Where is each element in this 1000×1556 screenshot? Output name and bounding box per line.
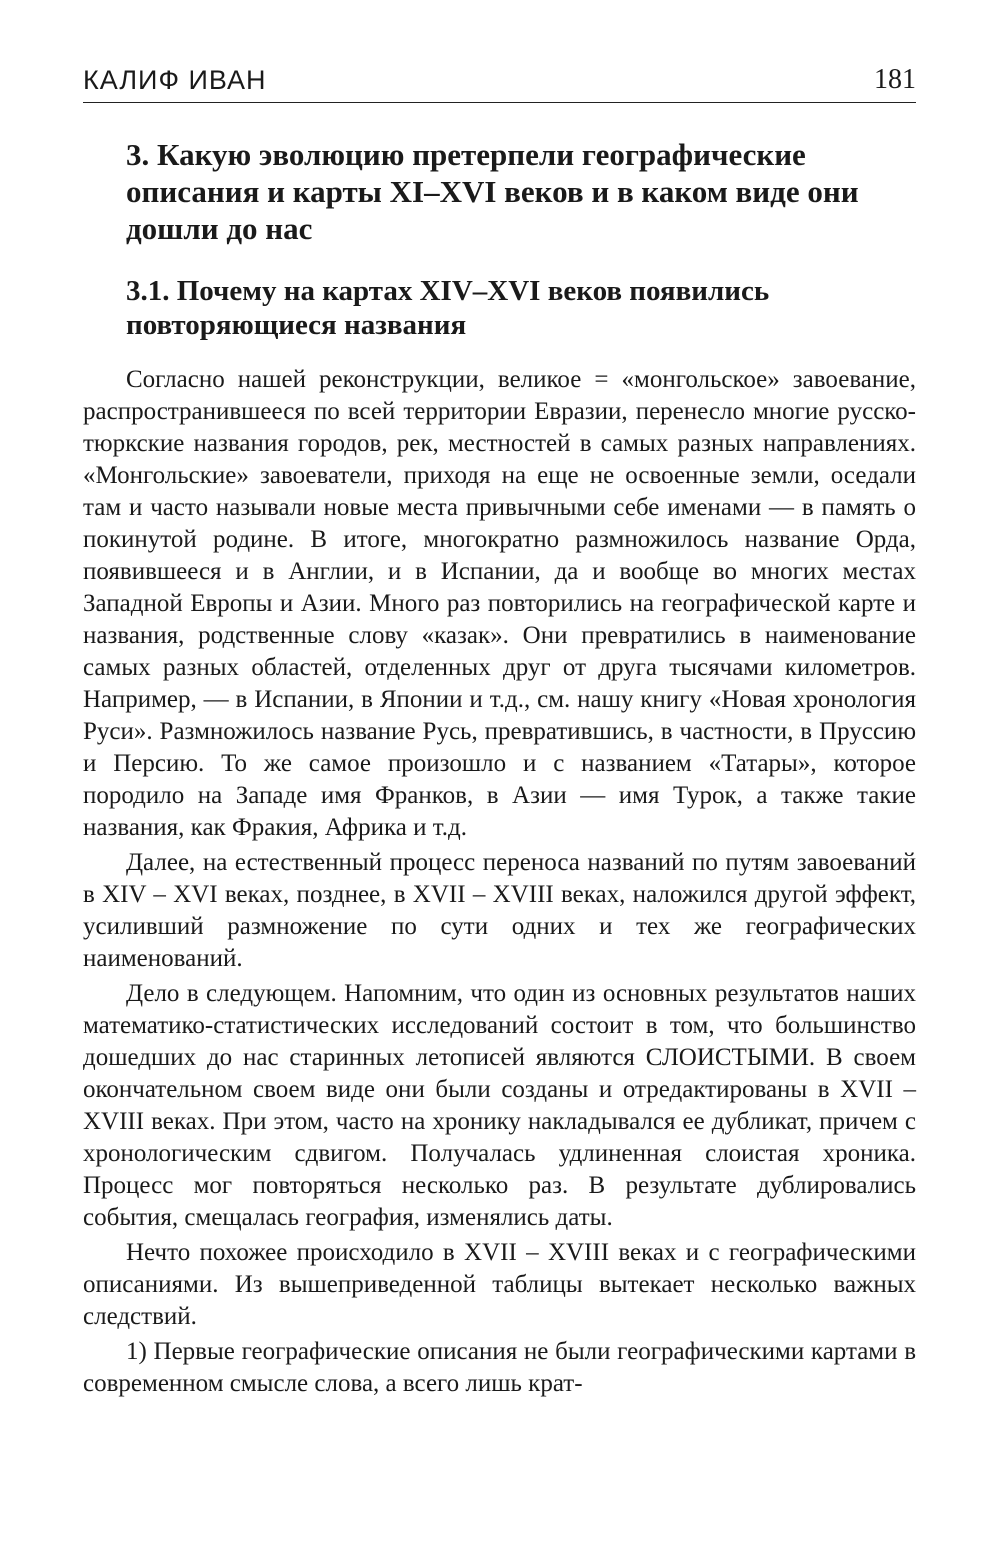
page-number: 181	[874, 64, 916, 95]
section-title: 3.1. Почему на картах XIV–XVI веков появились повторяющиеся названия	[126, 275, 770, 341]
paragraph: Далее, на естественный процесс переноса названий по путям завоеваний в XIV – XVI веках, позднее, в XVII – XVIII веках, наложился другой эффект, усиливший размножение по сути одних и тех же географических наименований.	[83, 849, 916, 972]
body-text	[83, 364, 916, 1400]
chapter-title: 3. Какую эволюцию претерпели географические описания и карты XI–XVI веков и в каком виде они дошли до нас	[126, 137, 859, 246]
paragraph: Дело в следующем. Напомним, что один из основных результатов наших математико-статистических исследований состоит в том, что большинство дошедших до нас старинных летописей являются СЛОИСТЫМИ. В своем окончательном своем виде они были созданы и отредактированы в XVII – XVIII веках. При этом, часто на хронику накладывался ее дубликат, причем с хронологическим сдвигом. Получалась удлиненная слоистая хроника. Процесс мог повторяться несколько раз. В результате дублировались события, смещалась география, изменялись даты.	[83, 980, 916, 1231]
paragraph: Нечто похожее происходило в XVII – XVIII веках и с географическими описаниями. Из вышеприведенной таблицы вытекает несколько важных следствий.	[83, 1239, 916, 1330]
paragraph: 1) Первые географические описания не были географическими картами в современном смысле слова, а всего лишь крат-	[83, 1338, 916, 1397]
running-header	[83, 62, 916, 103]
paragraph: Согласно нашей реконструкции, великое = «монгольское» завоевание, распространившееся по всей территории Евразии, перенесло многие русско-тюркские названия городов, рек, местностей в самых разных направлениях. «Монгольские» завоеватели, приходя на еще не освоенные земли, оседали там и часто называли новые места привычными себе именами — в память о покинутой родине. В итоге, многократно размножилось название Орда, появившееся и в Англии, и в Испании, да и вообще во многих местах Западной Европы и Азии. Много раз повторились на географической карте и названия, родственные слову «казак». Они превратились в наименование самых разных областей, отделенных друг от друга тысячами километров. Например, — в Испании, в Японии и т.д., см. нашу книгу «Новая хронология Руси». Размножилось название Русь, превратившись, в частности, в Пруссию и Персию. То же самое произошло и с названием «Татары», которое породило на Западе имя Франков, в Азии — имя Турок, а также такие названия, как Фракия, Африка и т.д.	[83, 366, 916, 841]
running-title: КАЛИФ ИВАН	[83, 65, 267, 95]
